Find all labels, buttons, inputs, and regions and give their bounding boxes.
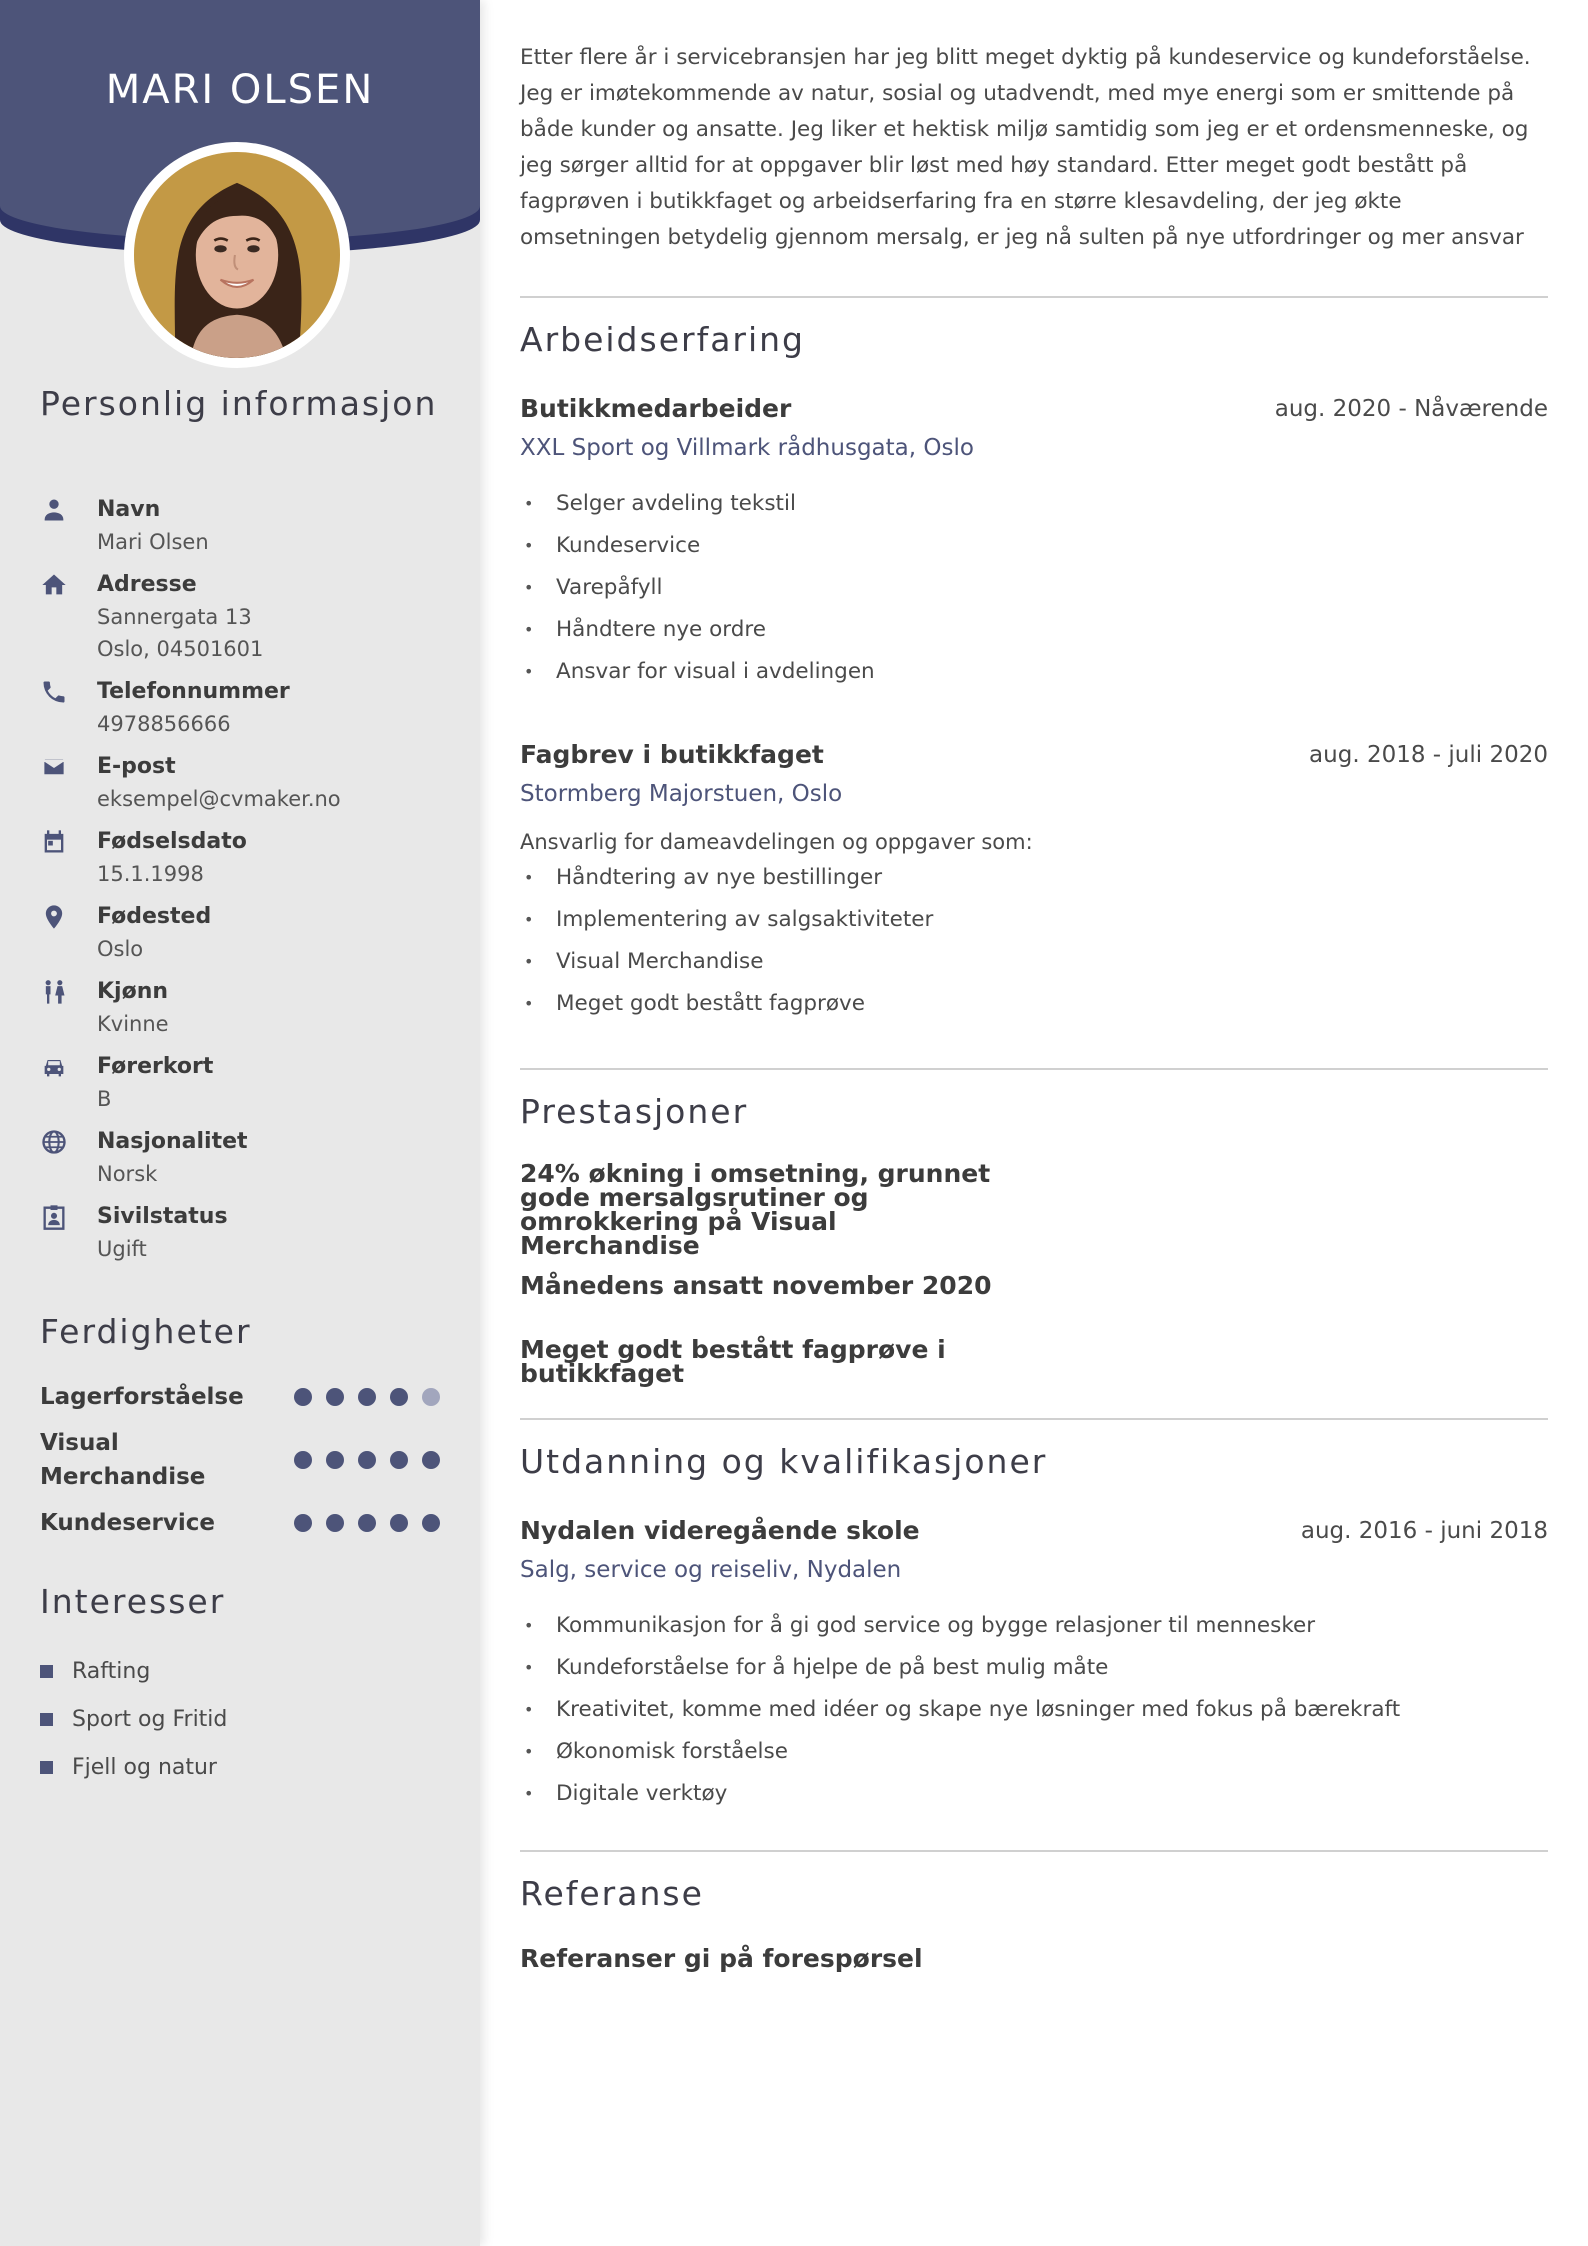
- interest-label: Rafting: [72, 1659, 151, 1684]
- skill-row: [40, 1506, 440, 1540]
- info-label: Fødested: [97, 904, 212, 929]
- interest-item: [40, 1752, 227, 1800]
- achievements-heading: Prestasjoner: [520, 1092, 749, 1131]
- skill-name: Lagerforståelse: [40, 1384, 244, 1410]
- list-item: • Kundeservice: [520, 529, 1548, 571]
- rating-dot-filled: [358, 1514, 376, 1532]
- info-value: 4978856666: [97, 712, 231, 736]
- interest-item: [40, 1704, 227, 1752]
- rating-dot-filled: [422, 1451, 440, 1469]
- info-value: B: [97, 1087, 112, 1111]
- info-value: Oslo: [97, 937, 144, 961]
- achievement-item: 24% økning i omsetning, grunnet gode mersalgsrutiner og omrokkering på Visual Merchandise: [520, 1159, 991, 1260]
- info-item-birthdate: [40, 826, 460, 890]
- rating-dot-filled: [422, 1514, 440, 1532]
- info-value: Norsk: [97, 1162, 158, 1186]
- skill-name: Visual Merchandise: [40, 1430, 206, 1490]
- info-item-nationality: [40, 1126, 460, 1190]
- rating-dot-filled: [326, 1514, 344, 1532]
- profile-summary: Etter flere år i servicebransjen har jeg blitt meget dyktig på kundeservice og kundeforståelse. Jeg er imøtekommende av natur, sosial og utadvendt, med mye energi som er smittende på både kunder og ansatte. Jeg liker et hektisk miljø samtidig som jeg er et ordensmenneske, og jeg sørger alltid for at oppgaver blir løst med høy standard. Etter meget godt bestått på fagprøven i butikkfaget og arbeidserfaring fra en større klesavdeling, der jeg økte omsetningen betydelig gjennom mersalg, er jeg nå sulten på nye utfordringer og mer ansvar: [520, 45, 1531, 250]
- info-label: Telefonnummer: [97, 679, 290, 704]
- info-item-name: [40, 494, 460, 558]
- job-entry: [520, 392, 1548, 697]
- list-item: • Kundeforståelse for å hjelpe de på best mulig måte: [520, 1651, 1548, 1693]
- rating-dot-filled: [390, 1388, 408, 1406]
- info-label: Adresse: [97, 572, 197, 597]
- list-item: • Digitale verktøy: [520, 1777, 1548, 1819]
- skill-rating: [294, 1514, 440, 1532]
- rating-dot-filled: [390, 1514, 408, 1532]
- info-label: Nasjonalitet: [97, 1129, 248, 1154]
- skill-row: [40, 1426, 440, 1494]
- home-icon: [40, 571, 68, 599]
- list-item: • Selger avdeling tekstil: [520, 487, 1548, 529]
- info-label: Sivilstatus: [97, 1204, 228, 1229]
- info-label: Kjønn: [97, 979, 169, 1004]
- info-label: Navn: [97, 497, 161, 522]
- rating-dot-empty: [422, 1388, 440, 1406]
- education-heading: Utdanning og kvalifikasjoner: [520, 1442, 1048, 1481]
- section-divider: [520, 1850, 1548, 1852]
- list-item: • Visual Merchandise: [520, 945, 1548, 987]
- list-item: • Meget godt bestått fagprøve: [520, 987, 1548, 1029]
- interests-list: [40, 1656, 227, 1800]
- info-value: Ugift: [97, 1237, 147, 1261]
- list-item: • Implementering av salgsaktiviteter: [520, 903, 1548, 945]
- experience-heading: Arbeidserfaring: [520, 320, 806, 359]
- info-item-birthplace: [40, 901, 460, 965]
- info-value: Kvinne: [97, 1012, 169, 1036]
- profile-photo-image: [134, 152, 340, 358]
- skills-heading: Ferdigheter: [40, 1312, 252, 1351]
- square-bullet-icon: [40, 1761, 53, 1774]
- rating-dot-filled: [294, 1388, 312, 1406]
- reference-text: Referanser gi på forespørsel: [520, 1944, 923, 1973]
- interests-heading: Interesser: [40, 1582, 226, 1621]
- skill-rating: [294, 1388, 440, 1406]
- job-date: aug. 2020 - Nåværende: [1274, 396, 1548, 422]
- rating-dot-filled: [358, 1388, 376, 1406]
- education-date: aug. 2016 - juni 2018: [1300, 1518, 1548, 1544]
- section-divider: [520, 1418, 1548, 1420]
- location-pin-icon: [40, 903, 68, 931]
- reference-heading: Referanse: [520, 1874, 704, 1913]
- sidebar: [0, 0, 480, 2246]
- info-value: eksempel@cvmaker.no: [97, 787, 341, 811]
- skill-row: [40, 1380, 440, 1414]
- car-icon: [40, 1053, 68, 1081]
- list-item: • Håndtere nye ordre: [520, 613, 1548, 655]
- personal-info-heading: Personlig informasjon: [40, 384, 438, 423]
- person-icon: [40, 496, 68, 524]
- section-divider: [520, 1068, 1548, 1070]
- profile-photo: [124, 142, 350, 368]
- rating-dot-filled: [326, 1388, 344, 1406]
- skill-rating: [294, 1451, 440, 1469]
- info-value-line2: Oslo, 04501601: [97, 637, 264, 661]
- personal-info-list: [40, 494, 460, 1276]
- rating-dot-filled: [294, 1451, 312, 1469]
- calendar-icon: [40, 828, 68, 856]
- job-employer: Stormberg Majorstuen, Oslo: [520, 781, 843, 807]
- job-date: aug. 2018 - juli 2020: [1309, 742, 1548, 768]
- section-divider: [520, 296, 1548, 298]
- job-employer: XXL Sport og Villmark rådhusgata, Oslo: [520, 435, 974, 461]
- info-label: E-post: [97, 754, 176, 779]
- gender-icon: [40, 978, 68, 1006]
- education-program: Salg, service og reiseliv, Nydalen: [520, 1557, 902, 1583]
- phone-icon: [40, 678, 68, 706]
- info-item-gender: [40, 976, 460, 1040]
- rating-dot-filled: [358, 1451, 376, 1469]
- job-title: Butikkmedarbeider: [520, 394, 792, 423]
- skill-name: Kundeservice: [40, 1510, 215, 1536]
- job-duties: [520, 487, 1548, 697]
- job-duties: [520, 861, 1548, 1029]
- candidate-name: MARI OLSEN: [105, 66, 375, 113]
- rating-dot-filled: [294, 1514, 312, 1532]
- info-label: Fødselsdato: [97, 829, 247, 854]
- email-icon: [40, 753, 68, 781]
- achievement-item: Meget godt bestått fagprøve i butikkfaget: [520, 1335, 946, 1388]
- info-value: Sannergata 13: [97, 605, 252, 629]
- school-name: Nydalen videregående skole: [520, 1516, 920, 1545]
- rating-dot-filled: [390, 1451, 408, 1469]
- info-item-civil-status: [40, 1201, 460, 1265]
- info-label: Førerkort: [97, 1054, 214, 1079]
- info-item-license: [40, 1051, 460, 1115]
- info-item-address: [40, 569, 460, 665]
- list-item: • Ansvar for visual i avdelingen: [520, 655, 1548, 697]
- square-bullet-icon: [40, 1665, 53, 1678]
- achievement-item: Månedens ansatt november 2020: [520, 1271, 992, 1300]
- list-item: • Varepåfyll: [520, 571, 1548, 613]
- education-topics: [520, 1609, 1548, 1819]
- education-entry: [520, 1514, 1548, 1819]
- info-value: 15.1.1998: [97, 862, 204, 886]
- interest-item: [40, 1656, 227, 1704]
- id-badge-icon: [40, 1203, 68, 1231]
- job-entry: [520, 738, 1548, 1029]
- square-bullet-icon: [40, 1713, 53, 1726]
- rating-dot-filled: [326, 1451, 344, 1469]
- list-item: • Økonomisk forståelse: [520, 1735, 1548, 1777]
- skills-list: [40, 1380, 440, 1552]
- list-item: • Kreativitet, komme med idéer og skape nye løsninger med fokus på bærekraft: [520, 1693, 1548, 1735]
- job-title: Fagbrev i butikkfaget: [520, 740, 824, 769]
- info-item-email: [40, 751, 460, 815]
- interest-label: Sport og Fritid: [72, 1707, 228, 1732]
- interest-label: Fjell og natur: [72, 1755, 217, 1780]
- list-item: • Håndtering av nye bestillinger: [520, 861, 1548, 903]
- info-item-phone: [40, 676, 460, 740]
- list-item: • Kommunikasjon for å gi god service og bygge relasjoner til mennesker: [520, 1609, 1548, 1651]
- info-value: Mari Olsen: [97, 530, 209, 554]
- job-intro: Ansvarlig for dameavdelingen og oppgaver som:: [520, 830, 1033, 854]
- globe-icon: [40, 1128, 68, 1156]
